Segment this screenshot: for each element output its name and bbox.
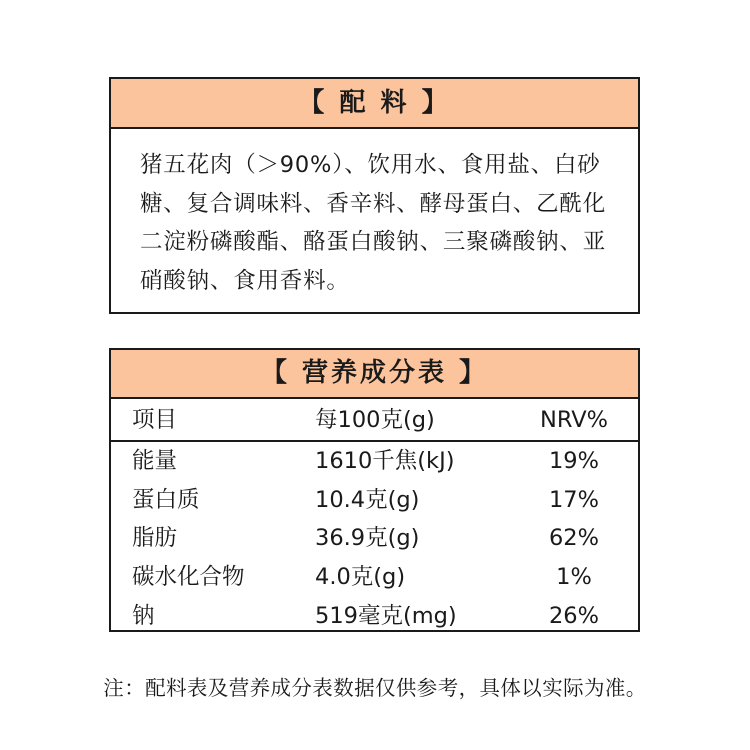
nutrient-nrv: 26% xyxy=(548,602,599,629)
nutrient-name: 脂肪 xyxy=(132,525,178,552)
table-row xyxy=(111,442,638,481)
column-header-item: 项目 xyxy=(132,407,178,433)
ingredients-title: 【 配 料 】 xyxy=(111,79,638,129)
ingredients-list: 猪五花肉（＞90%）、饮用水、食用盐、白砂糖、复合调味料、香辛料、酵母蛋白、乙酰化二淀粉磷酸酯、酪蛋白酸钠、三聚磷酸钠、亚硝酸钠、食用香料。 xyxy=(140,152,607,294)
nutrient-nrv: 62% xyxy=(548,525,599,552)
nutrient-name: 蛋白质 xyxy=(132,486,200,513)
nutrient-amount: 4.0克(g) xyxy=(315,564,406,591)
table-row xyxy=(111,558,638,597)
nutrient-amount: 1610千焦(kJ) xyxy=(315,447,455,474)
nutrient-name: 能量 xyxy=(132,447,178,474)
table-header-row xyxy=(111,401,638,442)
nutrition-title: 【 营养成分表 】 xyxy=(111,350,638,399)
column-header-nrv: NRV% xyxy=(539,407,608,433)
table-row xyxy=(111,597,638,636)
nutrient-name: 碳水化合物 xyxy=(132,564,245,591)
nutrient-nrv: 19% xyxy=(548,447,599,474)
nutrient-nrv: 17% xyxy=(548,486,599,513)
nutrition-facts-panel xyxy=(109,348,640,632)
nutrient-amount: 36.9克(g) xyxy=(315,525,420,552)
nutrient-nrv: 1% xyxy=(556,564,592,591)
table-row xyxy=(111,519,638,558)
nutrition-table xyxy=(111,399,638,636)
table-row xyxy=(111,481,638,520)
nutrient-amount: 519毫克(mg) xyxy=(315,602,457,629)
nutrient-amount: 10.4克(g) xyxy=(315,486,420,513)
nutrient-name: 钠 xyxy=(132,602,155,629)
column-header-per100g: 每100克(g) xyxy=(315,407,435,433)
ingredients-panel xyxy=(109,77,640,314)
disclaimer-note: 注：配料表及营养成分表数据仅供参考，具体以实际为准。 xyxy=(103,676,647,700)
